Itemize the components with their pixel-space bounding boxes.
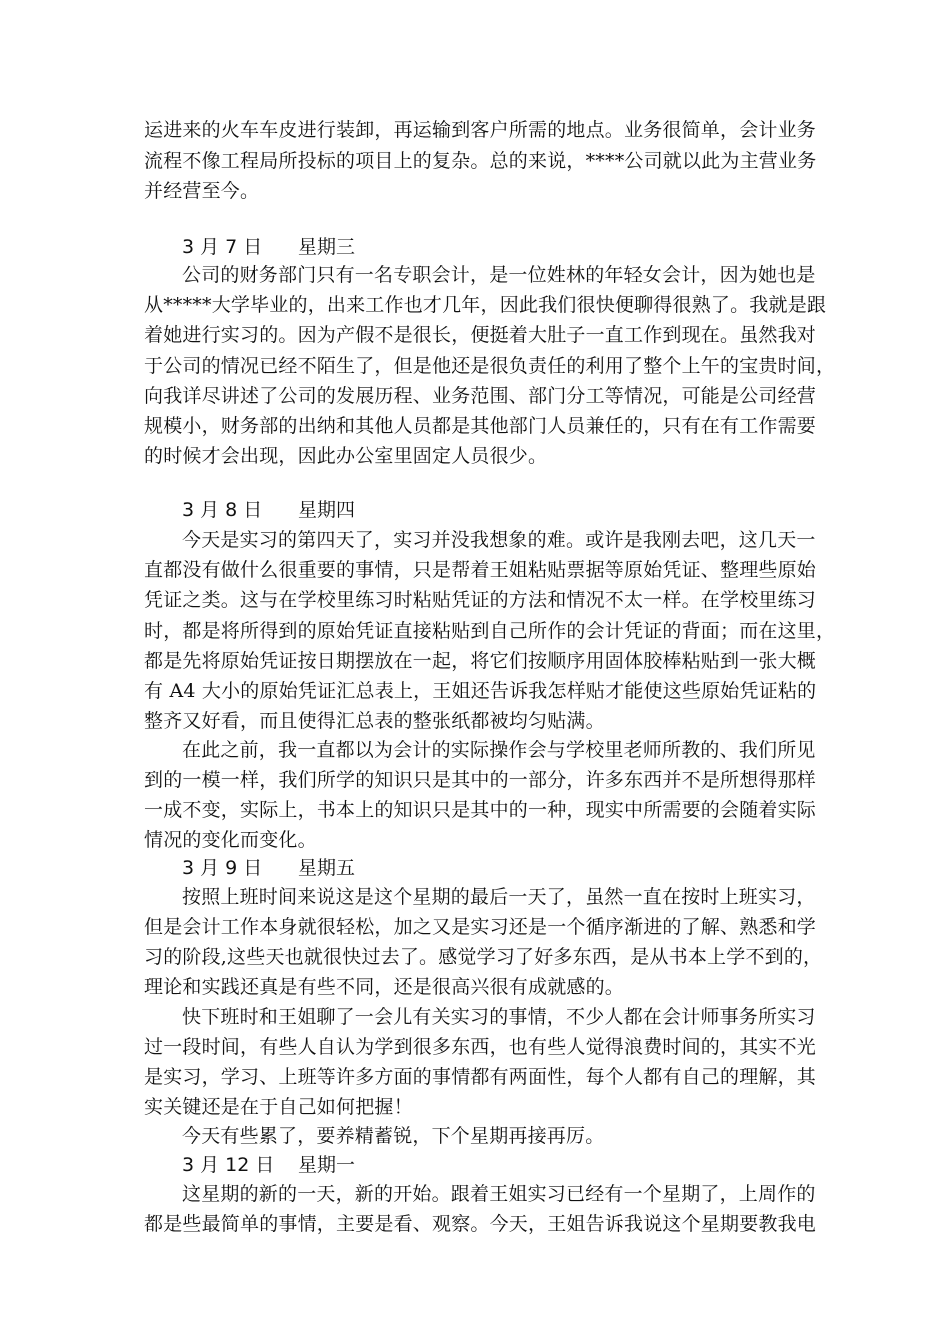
date-text: 3 月 7 日 xyxy=(182,236,263,258)
paragraph-line: 按照上班时间来说这是这个星期的最后一天了，虽然一直在按时上班实习， xyxy=(182,886,816,908)
paragraph-line: 习的阶段,这些天也就很快过去了。感觉学习了好多东西，是从书本上学不到的， xyxy=(144,946,823,968)
paragraph-line: 快下班时和王姐聊了一会儿有关实习的事情，不少人都在会计师事务所实习 xyxy=(182,1006,816,1028)
date-text: 3 月 12 日 xyxy=(182,1154,275,1176)
intro-line-2: 流程不像工程局所投标的项目上的复杂。总的来说，****公司就以此为主营业务 xyxy=(144,150,817,172)
paragraph-line: 是实习，学习、上班等许多方面的事情都有两面性，每个人都有自己的理解，其 xyxy=(144,1066,817,1088)
paragraph-line: 的时候才会出现，因此办公室里固定人员很少。 xyxy=(144,445,548,467)
paragraph-line: 今天有些累了，要养精蓄锐，下个星期再接再厉。 xyxy=(182,1125,605,1147)
weekday-text: 星期四 xyxy=(298,499,356,521)
paragraph-line: 公司的财务部门只有一名专职会计，是一位姓林的年轻女会计，因为她也是 xyxy=(182,264,816,286)
entry-date-0308 xyxy=(182,497,356,523)
date-text: 3 月 9 日 xyxy=(182,857,263,879)
paragraph-line: 一成不变，实际上，书本上的知识只是其中的一种，现实中所需要的会随着实际 xyxy=(144,799,817,821)
entry-date-0312 xyxy=(182,1152,356,1178)
paragraph-line: 在此之前，我一直都以为会计的实际操作会与学校里老师所教的、我们所见 xyxy=(182,739,816,761)
paragraph-line: 整齐又好看，而且使得汇总表的整张纸都被均匀贴满。 xyxy=(144,710,605,732)
paragraph-line: 情况的变化而变化。 xyxy=(144,829,317,851)
date-text: 3 月 8 日 xyxy=(182,499,263,521)
paragraph-line: 到的一模一样，我们所学的知识只是其中的一部分，许多东西并不是所想得那样 xyxy=(144,769,817,791)
weekday-text: 星期三 xyxy=(298,236,356,258)
entry-date-0309 xyxy=(182,855,356,881)
paragraph-line: 凭证之类。这与在学校里练习时粘贴凭证的方法和情况不太一样。在学校里练习 xyxy=(144,589,817,611)
paragraph-line: 都是先将原始凭证按日期摆放在一起，将它们按顺序用固体胶棒粘贴到一张大概 xyxy=(144,650,817,672)
paragraph-line: 有 A4 大小的原始凭证汇总表上，王姐还告诉我怎样贴才能使这些原始凭证粘的 xyxy=(144,680,817,702)
entry-date-0307 xyxy=(182,234,356,260)
paragraph-line: 向我详尽讲述了公司的发展历程、业务范围、部门分工等情况，可能是公司经营 xyxy=(144,385,817,407)
intro-line-1: 运进来的火车车皮进行装卸，再运输到客户所需的地点。业务很简单，会计业务 xyxy=(144,119,817,141)
paragraph-line: 但是会计工作本身就很轻松，加之又是实习还是一个循序渐进的了解、熟悉和学 xyxy=(144,916,817,938)
paragraph-line: 着她进行实习的。因为产假不是很长，便挺着大肚子一直工作到现在。虽然我对 xyxy=(144,324,817,346)
paragraph-line: 于公司的情况已经不陌生了，但是他还是很负责任的利用了整个上午的宝贵时间， xyxy=(144,355,836,377)
paragraph-line: 都是些最简单的事情，主要是看、观察。今天，王姐告诉我说这个星期要教我电 xyxy=(144,1213,817,1235)
paragraph-line: 今天是实习的第四天了，实习并没我想象的难。或许是我刚去吧，这几天一 xyxy=(182,529,816,551)
paragraph-line: 理论和实践还真是有些不同，还是很高兴很有成就感的。 xyxy=(144,976,625,998)
paragraph-line: 这星期的新的一天，新的开始。跟着王姐实习已经有一个星期了，上周作的 xyxy=(182,1183,816,1205)
weekday-text: 星期一 xyxy=(298,1154,356,1176)
intro-line-3: 并经营至今。 xyxy=(144,180,260,202)
paragraph-line: 从*****大学毕业的，出来工作也才几年，因此我们很快便聊得很熟了。我就是跟 xyxy=(144,294,827,316)
paragraph-line: 实关键还是在于自己如何把握！ xyxy=(144,1096,413,1118)
paragraph-line: 过一段时间，有些人自认为学到很多东西，也有些人觉得浪费时间的，其实不光 xyxy=(144,1036,817,1058)
paragraph-line: 规模小，财务部的出纳和其他人员都是其他部门人员兼任的，只有在有工作需要 xyxy=(144,415,817,437)
weekday-text: 星期五 xyxy=(298,857,356,879)
paragraph-line: 时，都是将所得到的原始凭证直接粘贴到自己所作的会计凭证的背面；而在这里， xyxy=(144,620,836,642)
paragraph-line: 直都没有做什么很重要的事情，只是帮着王姐粘贴票据等原始凭证、整理些原始 xyxy=(144,559,817,581)
